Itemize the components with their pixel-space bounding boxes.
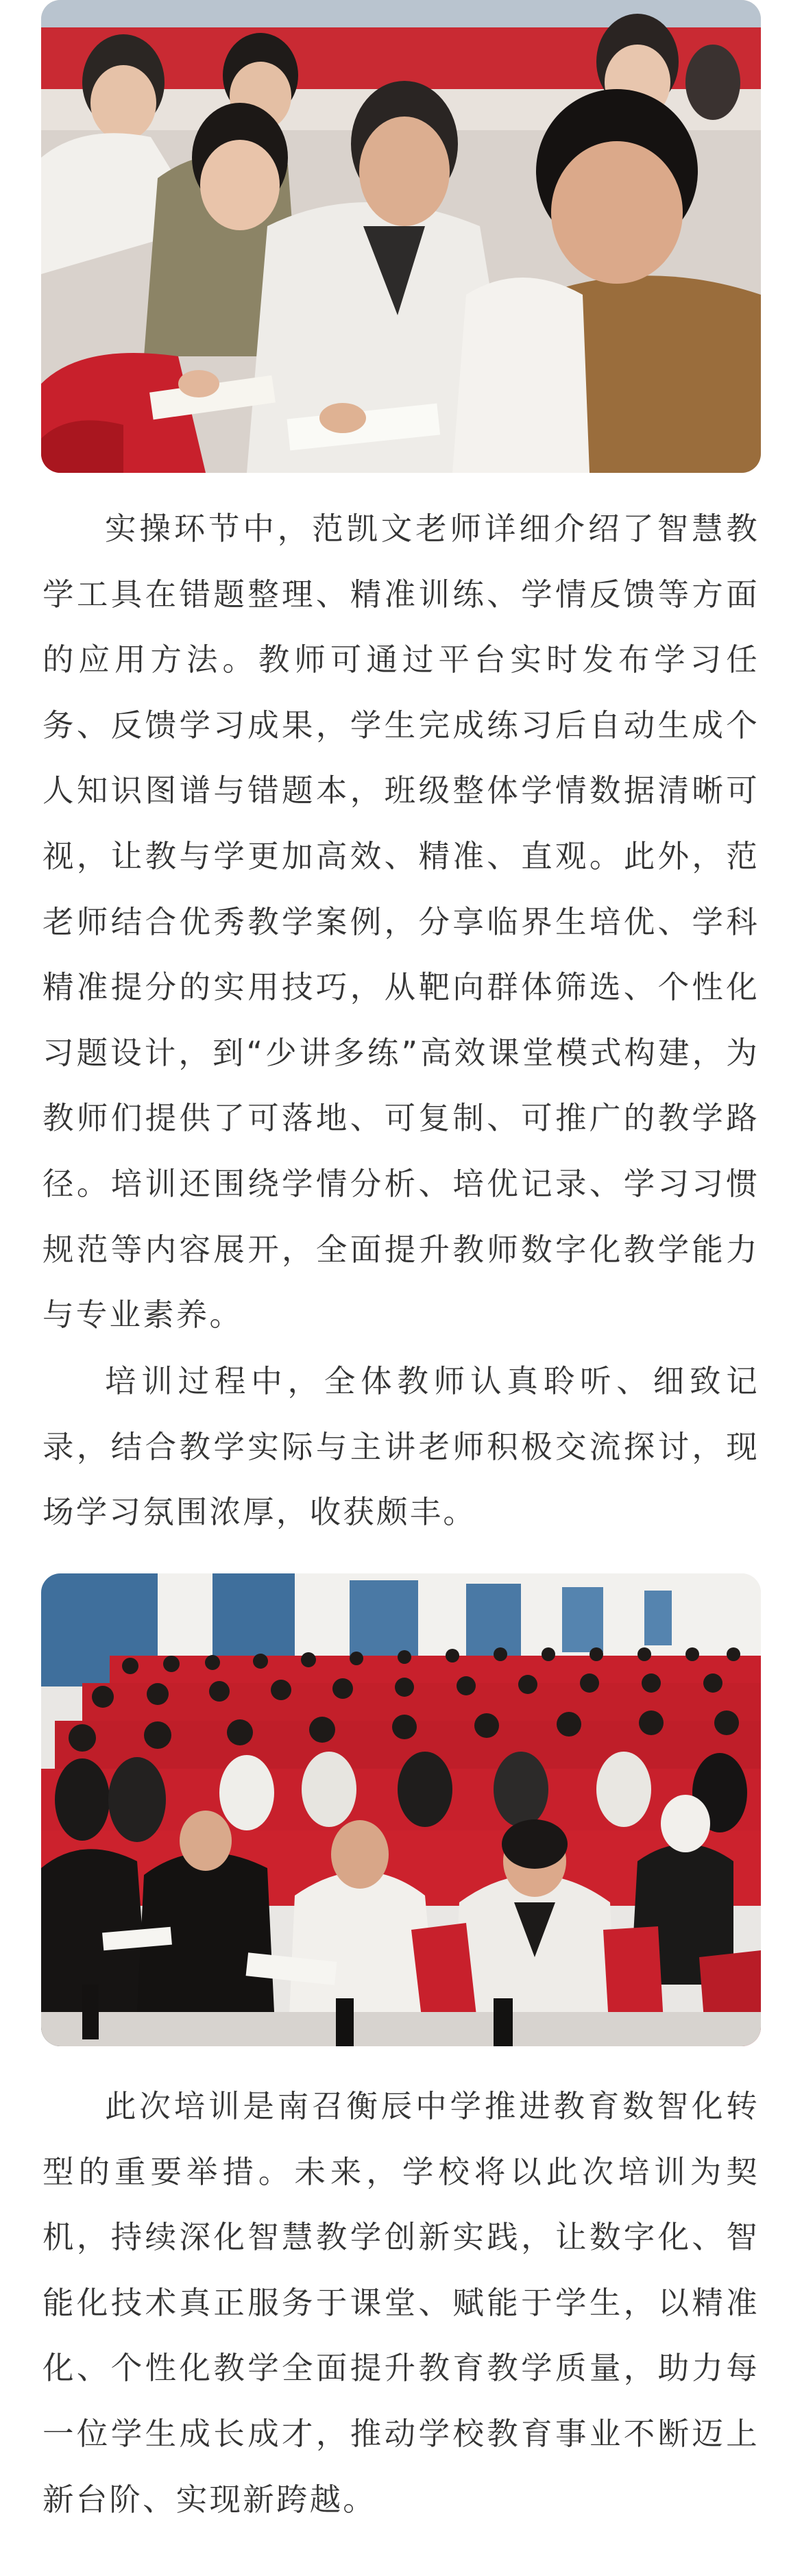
photo-auditorium-illustration [41,1573,761,2046]
training-photo-closeup [41,0,761,473]
paragraph-training-process: 培训过程中，全体教师认真聆听、细致记录，结合教学实际与主讲老师积极交流探讨，现场学习氛围浓厚，收获颇丰。 [42,1363,760,1531]
photo-closeup-illustration [41,0,761,473]
paragraph-practice-session: 实操环节中，范凯文老师详细介绍了智慧教学工具在错题整理、精准训练、学情反馈等方面的应用方法。教师可通过平台实时发布学习任务、反馈学习成果，学生完成练习后自动生成个人知识图谱与错题本，班级整体学情数据清晰可视，让教与学更加高效、精准、直观。此外，范老师结合优秀教学案例，分享临界生培优、学科精准提分的实用技巧，从靶向群体筛选、个性化习题设计，到“少讲多练”高效课堂模式构建，为教师们提供了可落地、可复制、可推广的教学路径。培训还围绕学情分析、培优记录、学习习惯规范等内容展开，全面提升教师数字化教学能力与专业素养。 [42,511,760,1334]
paragraph-conclusion: 此次培训是南召衡辰中学推进教育数智化转型的重要举措。未来，学校将以此次培训为契机，持续深化智慧教学创新实践，让数字化、智能化技术真正服务于课堂、赋能于学生，以精准化、个性化教学全面提升教育教学质量，助力每一位学生成长成才，推动学校教育事业不断迈上新台阶、实现新跨越。 [42,2088,760,2518]
training-photo-auditorium [41,1573,761,2046]
